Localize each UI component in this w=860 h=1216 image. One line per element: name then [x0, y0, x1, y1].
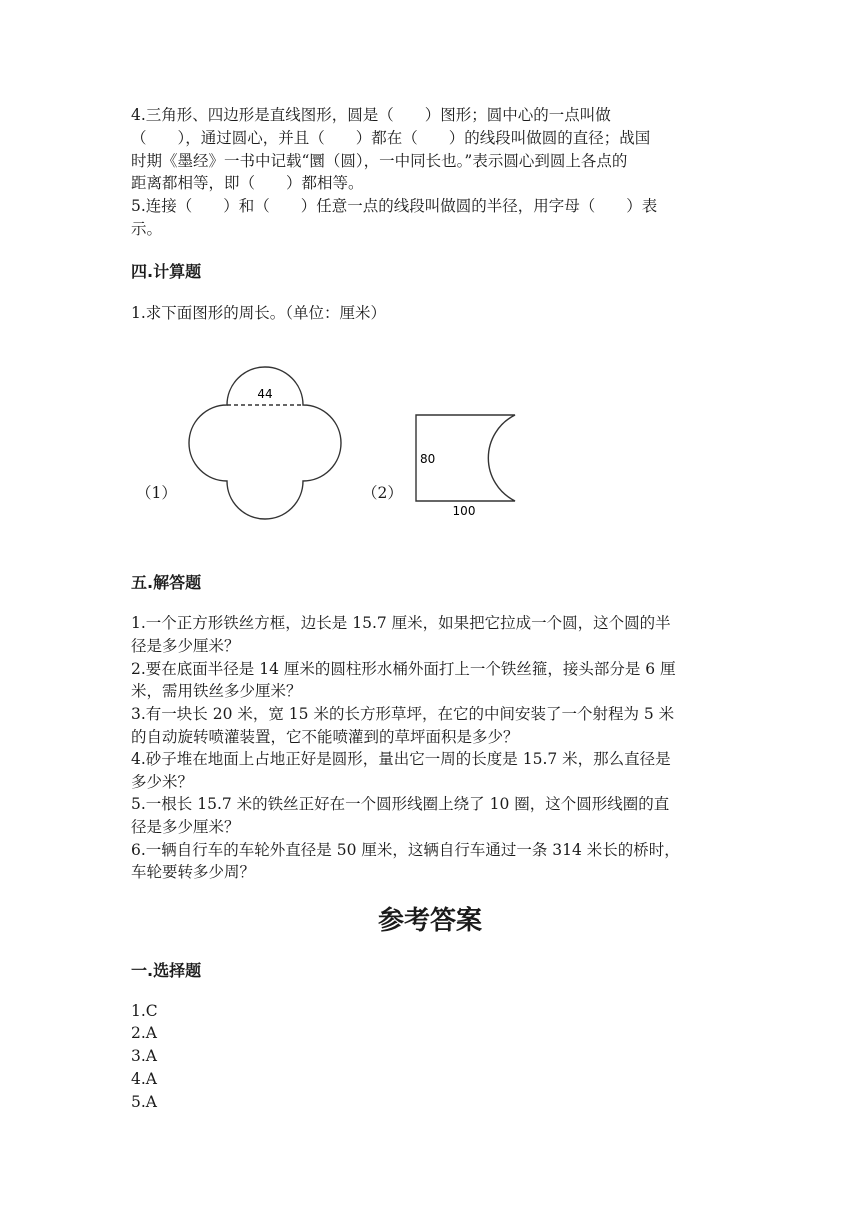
figure2-rect-with-arc	[412, 405, 522, 520]
solve-question-line: 5.一根长 15.7 米的铁丝正好在一个圆形线圈上绕了 10 圈，这个圆形线圈的直	[131, 795, 670, 813]
figure1-label: （1）	[136, 484, 177, 502]
solve-question-line: 1.一个正方形铁丝方框，边长是 15.7 厘米，如果把它拉成一个圆，这个圆的半	[131, 614, 671, 632]
answer-item: 1.C	[131, 1002, 158, 1020]
solve-question-line: 车轮要转多少周？	[131, 863, 256, 881]
calc-section-heading: 四.计算题	[131, 262, 202, 281]
calc-question: 1.求下面图形的周长。（单位：厘米）	[131, 304, 387, 322]
answer-item: 5.A	[131, 1093, 157, 1111]
solve-question-line: 多少米？	[131, 773, 194, 791]
fill-question-line: 示。	[131, 220, 163, 238]
answer-item: 3.A	[131, 1047, 157, 1065]
figure1-dimension: 44	[257, 387, 273, 401]
fill-question-line: （ ），通过圆心，并且（ ）都在（ ）的线段叫做圆的直径；战国	[131, 129, 651, 147]
fill-question-line: 时期《墨经》一书中记载“圜（圆），一中同长也。”表示圆心到圆上各点的	[131, 152, 628, 170]
answer-item: 2.A	[131, 1024, 157, 1042]
figure1-four-lobe-shape	[180, 360, 350, 525]
figure2-width: 100	[452, 504, 476, 518]
fill-question-line: 5.连接（ ）和（ ）任意一点的线段叫做圆的半径，用字母（ ）表	[131, 197, 658, 215]
solve-question-line: 6.一辆自行车的车轮外直径是 50 厘米，这辆自行车通过一条 314 米长的桥时，	[131, 841, 680, 859]
solve-question-line: 的自动旋转喷灌装置，它不能喷灌到的草坪面积是多少？	[131, 728, 519, 746]
solve-question-line: 径是多少厘米？	[131, 818, 240, 836]
solve-section-heading: 五.解答题	[131, 573, 202, 592]
fill-question-line: 距离都相等，即（ ）都相等。	[131, 174, 364, 192]
figure2-height: 80	[420, 452, 436, 466]
solve-question-line: 2.要在底面半径是 14 厘米的圆柱形水桶外面打上一个铁丝箍，接头部分是 6 厘	[131, 660, 676, 678]
answers-title: 参考答案	[377, 906, 482, 936]
solve-question-line: 米，需用铁丝多少厘米？	[131, 682, 302, 700]
figure2-label: （2）	[362, 484, 403, 502]
solve-question-line: 3.有一块长 20 米，宽 15 米的长方形草坪，在它的中间安装了一个射程为 5 米	[131, 705, 675, 723]
fill-question-line: 4.三角形、四边形是直线图形，圆是（ ）图形；圆中心的一点叫做	[131, 106, 611, 124]
solve-question-line: 径是多少厘米？	[131, 637, 240, 655]
answer-item: 4.A	[131, 1070, 157, 1088]
answers-section-heading: 一.选择题	[131, 961, 202, 980]
solve-question-line: 4.砂子堆在地面上占地正好是圆形，量出它一周的长度是 15.7 米，那么直径是	[131, 750, 671, 768]
